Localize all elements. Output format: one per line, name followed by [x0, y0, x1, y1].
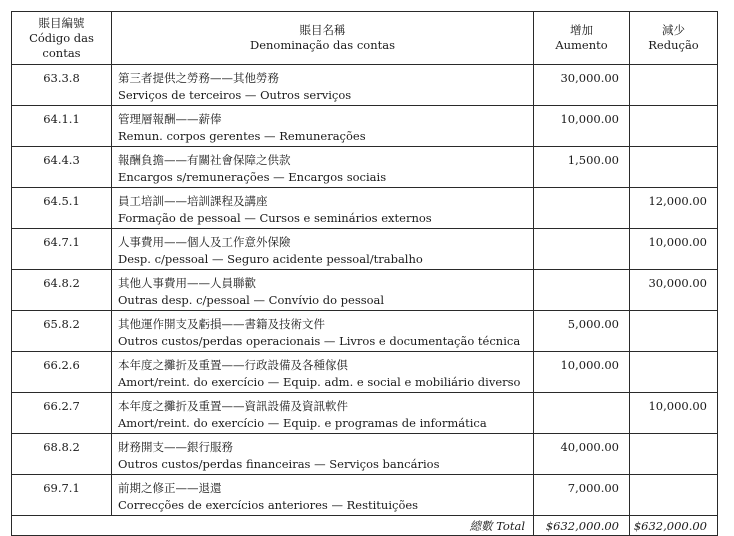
- account-name: [112, 311, 534, 352]
- increase-amount: [534, 229, 630, 270]
- account-code: 69.7.1: [12, 475, 112, 516]
- account-name-pt: Encargos s/remunerações — Encargos sociais: [118, 170, 387, 184]
- increase-amount: [534, 188, 630, 229]
- header-code: [12, 12, 112, 65]
- decrease-amount: 12,000.00: [630, 188, 718, 229]
- decrease-amount: [630, 147, 718, 188]
- table-row: [12, 270, 718, 311]
- total-row: [12, 516, 718, 536]
- account-name: [112, 270, 534, 311]
- account-code: 66.2.6: [12, 352, 112, 393]
- decrease-amount: 10,000.00: [630, 393, 718, 434]
- total-increase: $632,000.00: [534, 516, 630, 536]
- table-row: [12, 65, 718, 106]
- budget-amendment-table: [11, 11, 718, 536]
- header-code-pt-line2: contas: [42, 45, 81, 60]
- header-name: [112, 12, 534, 65]
- table-row: [12, 434, 718, 475]
- account-name-pt: Correcções de exercícios anteriores — Restituições: [118, 498, 419, 512]
- account-name: [112, 188, 534, 229]
- account-name: [112, 434, 534, 475]
- account-name-zh: 第三者提供之勞務——其他勞務: [118, 71, 279, 85]
- decrease-amount: [630, 106, 718, 147]
- increase-amount: [534, 393, 630, 434]
- account-code: 68.8.2: [12, 434, 112, 475]
- table-row: [12, 188, 718, 229]
- account-name-pt: Serviços de terceiros — Outros serviços: [118, 88, 352, 102]
- account-code: 66.2.7: [12, 393, 112, 434]
- account-name-pt: Desp. c/pessoal — Seguro acidente pessoal/trabalho: [118, 252, 423, 266]
- account-code: 64.5.1: [12, 188, 112, 229]
- header-increase-pt: Aumento: [555, 38, 608, 52]
- increase-amount: 5,000.00: [534, 311, 630, 352]
- table-row: [12, 147, 718, 188]
- header-decrease-pt: Redução: [648, 38, 699, 52]
- account-name: [112, 393, 534, 434]
- account-code: 65.8.2: [12, 311, 112, 352]
- decrease-amount: [630, 311, 718, 352]
- account-name-zh: 人事費用——個人及工作意外保險: [118, 235, 291, 249]
- decrease-amount: 10,000.00: [630, 229, 718, 270]
- account-code: 63.3.8: [12, 65, 112, 106]
- decrease-amount: [630, 475, 718, 516]
- decrease-amount: 30,000.00: [630, 270, 718, 311]
- account-name-pt: Formação de pessoal — Cursos e seminários externos: [118, 211, 432, 225]
- header-name-pt: Denominação das contas: [249, 38, 395, 52]
- account-name-zh: 財務開支——銀行服務: [118, 440, 233, 454]
- account-name-zh: 管理層報酬——薪俸: [118, 112, 222, 126]
- account-name: [112, 147, 534, 188]
- account-code: 64.4.3: [12, 147, 112, 188]
- account-name-zh: 本年度之攤折及重置——資訊設備及資訊軟件: [118, 399, 348, 413]
- table-row: [12, 352, 718, 393]
- account-name: [112, 229, 534, 270]
- account-name: [112, 65, 534, 106]
- decrease-amount: [630, 352, 718, 393]
- header-decrease: [630, 12, 718, 65]
- table-row: [12, 475, 718, 516]
- account-name-zh: 前期之修正——退還: [118, 481, 222, 495]
- increase-amount: 7,000.00: [534, 475, 630, 516]
- account-name-pt: Outras desp. c/pessoal — Convívio do pessoal: [118, 293, 385, 307]
- header-code-pt-line1: Código das: [29, 30, 94, 45]
- decrease-amount: [630, 434, 718, 475]
- account-name-zh: 員工培訓——培訓課程及講座: [118, 194, 268, 208]
- account-name-pt: Amort/reint. do exercício — Equip. e programas de informática: [118, 416, 487, 430]
- table-row: [12, 393, 718, 434]
- account-name-zh: 本年度之攤折及重置——行政設備及各種傢俱: [118, 358, 348, 372]
- table-body: [12, 65, 718, 516]
- total-decrease: $632,000.00: [630, 516, 718, 536]
- table-row: [12, 106, 718, 147]
- header-increase-zh: 增加: [570, 23, 593, 37]
- increase-amount: 10,000.00: [534, 106, 630, 147]
- total-label: 總數 Total: [12, 516, 534, 536]
- increase-amount: 1,500.00: [534, 147, 630, 188]
- account-name: [112, 106, 534, 147]
- table-row: [12, 229, 718, 270]
- account-name-zh: 其他人事費用——人員聯歡: [118, 276, 256, 290]
- account-name-zh: 其他運作開支及虧損——書籍及技術文件: [118, 317, 325, 331]
- account-code: 64.1.1: [12, 106, 112, 147]
- table-row: [12, 311, 718, 352]
- account-name-pt: Outros custos/perdas financeiras — Serviços bancários: [118, 457, 440, 471]
- header-name-zh: 賬目名稱: [299, 23, 346, 37]
- header-decrease-zh: 減少: [662, 23, 685, 37]
- account-name: [112, 475, 534, 516]
- account-code: 64.7.1: [12, 229, 112, 270]
- decrease-amount: [630, 65, 718, 106]
- increase-amount: 10,000.00: [534, 352, 630, 393]
- account-name: [112, 352, 534, 393]
- increase-amount: 30,000.00: [534, 65, 630, 106]
- header-increase: [534, 12, 630, 65]
- account-code: 64.8.2: [12, 270, 112, 311]
- header-code-zh: 賬目編號: [38, 15, 85, 30]
- account-name-pt: Outros custos/perdas operacionais — Livros e documentação técnica: [118, 334, 521, 348]
- increase-amount: 40,000.00: [534, 434, 630, 475]
- table-header-row: [12, 12, 718, 65]
- increase-amount: [534, 270, 630, 311]
- account-name-zh: 報酬負擔——有關社會保障之供款: [118, 153, 291, 167]
- account-name-pt: Amort/reint. do exercício — Equip. adm. e social e mobiliário diverso: [118, 375, 521, 389]
- account-name-pt: Remun. corpos gerentes — Remunerações: [118, 129, 366, 143]
